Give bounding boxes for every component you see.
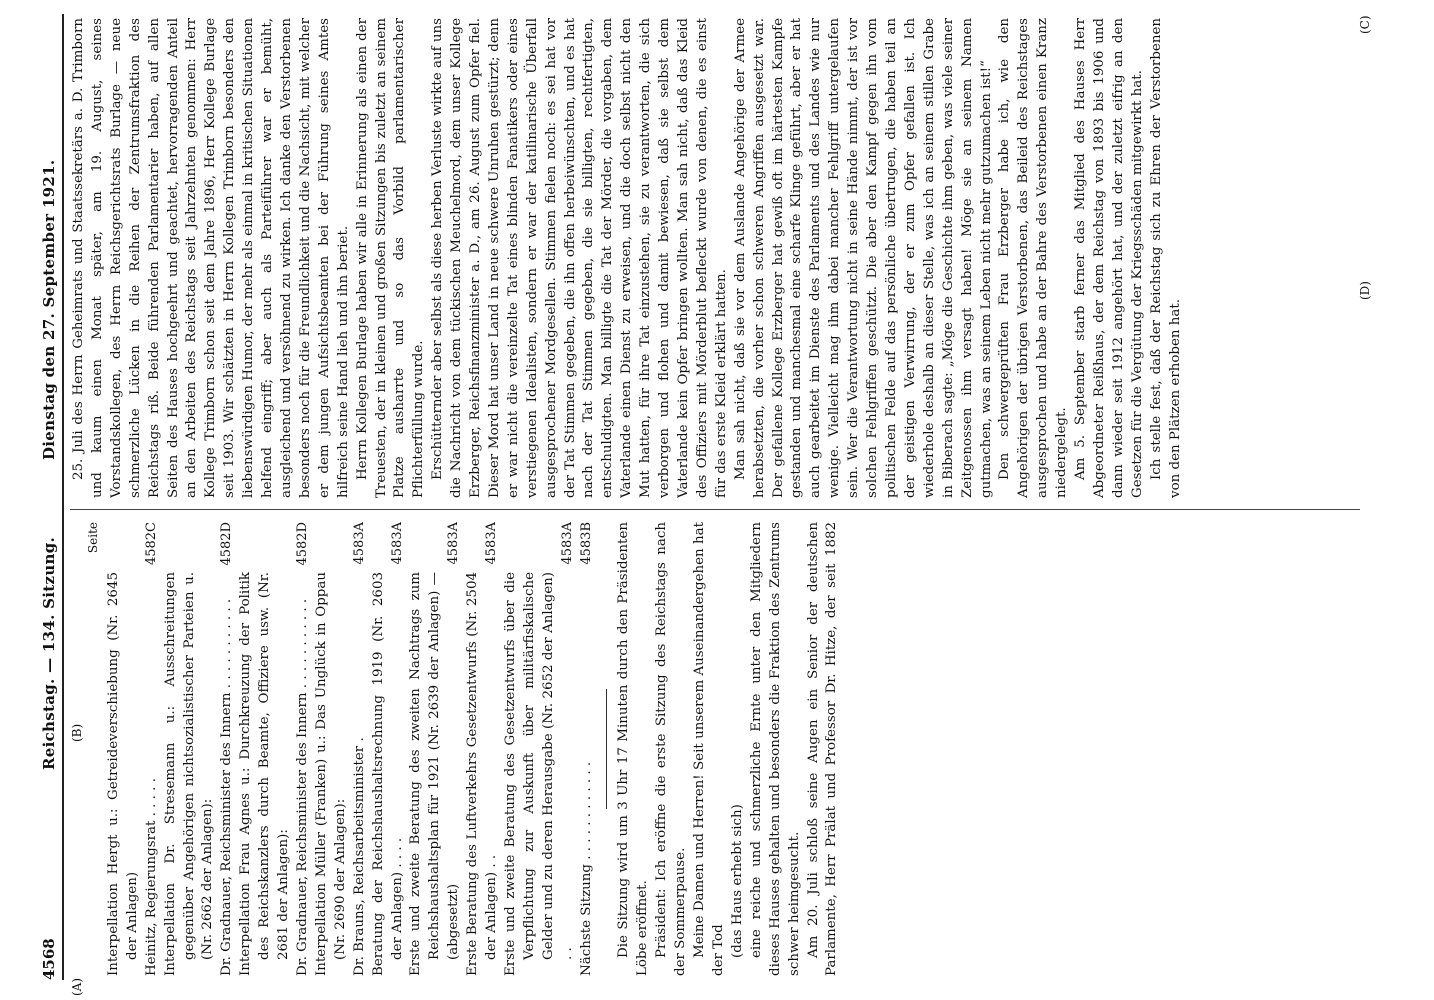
column-divider [70,509,1360,510]
toc-entry-text: Erste Beratung des Luftverkehrs Gesetzentwurfs (Nr. 2504 der Anlagen) . . [465,572,500,976]
toc-entry [407,522,464,976]
toc-entry [218,522,237,976]
paragraph: Den schwergeprüften Frau Erzberger habe ich, wie den Angehörigen der übrigen Verstorbenen, das Beileid des Reichstages ausgesprochen und habe an der Bahre des Verstorbenen einen Kranz niedergelegt. [997,18,1070,498]
toc-entry [370,522,408,976]
toc-entry [105,522,143,976]
paragraph: eine reiche und schmerzliche Ernte unter den Mitgliedern dieses Hauses gehalten und besonders die Fraktion des Zentrums schwer heimgesucht. [748,522,802,976]
paragraph: Präsident: Ich eröffne die erste Sitzung des Reichstags nach der Sommerpause. [654,522,689,976]
toc-entry [351,522,370,976]
toc-entry-text: Dr. Brauns, Reichsarbeitsminister . [351,737,367,976]
paragraph: (das Haus erhebt sich) [729,804,745,958]
table-of-contents [105,522,597,976]
toc-entry-text: Interpellation Müller (Franken) u.: Das Unglück in Oppau (Nr. 2690 der Anlagen): [313,572,348,976]
paragraph: Man sah nicht, daß sie vor dem Auslande Angehörige der Armee herabsetzten, die vorher schon schweren Angriffen ausgesetzt war. Der gefallene Kollege Erzberger hat gewiß oft im härtesten Kampfe gestanden und manchesmal eine scharfe Klinge geführt, aber er hat auch gearbeitet im Dienste des Parlaments und des Landes wie nur wenige. Vielleicht mag ihm dabei mancher Fehlgriff untergelaufen sein. Wer die Verantwortung nicht in seine Hände nimmt, der ist vor solchen Fehlgriffen geschützt. Die aber den Kampf gegen ihn vom politischen Felde auf das persönliche übertrugen, die haben teil an der geistigen Verwirrung, der er zum Opfer gefallen ist. Ich wiederhole deshalb an dieser Stelle, was ich an seinem stillen Grabe in Biberach sagte: „Möge die Geschichte ihm geben, was viele seiner Zeitgenossen ihm versagt haben! Möge sie an seinem Namen gutmachen, was an seinem Leben nicht mehr gutzumachen ist!“ [732,18,994,498]
toc-entry-page: 4582D [219,522,235,566]
page-number: 4568 [40,938,58,980]
paragraph: Ich stelle fest, daß der Reichstag sich zu Ehren der Verstorbenen von den Plätzen erhoben hat. [1148,18,1183,498]
toc-entry-text: Dr. Gradnauer, Reichsminister des Innern . . . . . . . . . . . [294,598,310,976]
toc-entry-page: 4582C [143,522,159,566]
toc-entry [294,522,313,976]
toc-entry [237,522,294,976]
toc-entry-text: Beratung der Reichshaushaltsrechnung 1919 (Nr. 2603 der Anlagen) . . . . [370,572,405,976]
toc-entry-page: 4583A [559,522,575,565]
header-title: Reichstag. — 134. Sitzung. [40,536,58,770]
right-column-text [70,18,1185,498]
toc-entry [162,522,219,976]
toc-entry [578,522,597,976]
toc-entry-text: Dr. Gradnauer, Reichsminister des Innern . . . . . . . . . . . [219,598,235,976]
toc-column-header: Seite [86,522,100,554]
section-separator [606,689,607,809]
toc-entry-page: 4583A [446,522,462,565]
toc-entry-text: Erste und zweite Beratung des Gesetzentwurfs über die Verpflichtung zur Auskunft über militärfiskalische Gelder und zu deren Herausgabe (Nr. 2652 der Anlagen) . . [502,572,575,976]
toc-entry-text: Interpellation Hergt u.: Getreideverschiebung (Nr. 2645 der Anlagen) [105,572,140,976]
toc-entry-text: Interpellation Frau Agnes u.: Durchkreuzung der Politik des Reichskanzlers durch Beamte, Offiziere usw. (Nr. 2681 der Anlagen): [238,572,292,976]
toc-entry-page: 4583A [351,522,367,565]
left-column [84,522,844,976]
toc-entry-page: 4583A [484,522,500,565]
toc-entry [464,522,502,976]
paragraph: Die Sitzung wird um 3 Uhr 17 Minuten durch den Präsidenten Löbe eröffnet. [616,522,651,976]
paragraph: Am 5. September starb ferner das Mitglied des Hauses Herr Abgeordneter Reißhaus, der dem Reichstag von 1893 bis 1906 und dann wieder seit 1912 angehört hat, und der zuletzt eifrig an den Gesetzen für die Vergütung der Kriegsschäden mitgewirkt hat. [1073,18,1145,498]
header-date: Dienstag den 27. September 1921. [40,159,58,460]
right-column [70,18,1370,498]
paragraph: Erschütternder aber selbst als diese herben Verluste wirkte auf uns die Nachricht von dem tückischen Meuchelmord, dem unser Kollege Erzberger, Reichsfinanzminister a. D., am 26. August zum Opfer fiel. Dieser Mord hat unser Land in neue schwere Unruhen gestürzt; denn er war nicht die vereinzelte Tat eines blinden Fanatikers oder eines verstiegenen Idealisten, sondern er war der katilinarische Überfall ausgesprochener Mordgesellen. Stimmen fielen noch: es sei hat vor der Tat Stimmen gegeben, die ihn offen herbeiwünschten, und es hat nach der Tat Stimmen gegeben, die sie billigten, rechtfertigten, entschuldigten. Man billigte die Tat der Mörder, die vorgaben, dem Vaterlande einen Dienst zu erweisen, und die doch selbst nicht den Mut hatten, für ihre Tat einzustehen, sie zu verantworten, die sich verborgen und flohen und damit bewiesen, daß sie selbst dem Vaterlande kein Opfer bringen wollten. Man sah nicht, daß das Kleid des Offiziers mit Mörderblut befleckt wurde von denen, die es einst für das erste Kleid erklärt hatten. [430,18,729,498]
paragraph: Meine Damen und Herren! Seit unserem Auseinandergehen hat der Tod [692,522,726,976]
digitization-note [1410,8,1432,992]
left-column-text [615,522,844,976]
paragraph: Herrn Kollegen Burlage haben wir alle in Erinnerung als einen der Treuesten, der in kleinen und großen Sitzungen bis zuletzt an seinem Platze ausharrte und so das Vorbild parlamentarischer Pflichterfüllung wurde. [354,18,427,498]
paragraph: Am 20. Juli schloß seine Augen ein Senior der deutschen Parlamente, Herr Prälat und Professor Dr. Hitze, der seit 1882 [805,522,840,976]
toc-entry-text: Heinitz, Regierungsrat . . . . . [143,778,159,976]
paragraph: 25. Juli des Herrn Geheimrats und Staatssekretärs a. D. Trimborn und kaum einen Monat später, am 19. August, seines Vorstandskollegen, des Herrn Reichsgerichtsrats Burlage — neue schmerzliche Lücken in die Reihen der Zentrumsfraktion des Reichstags riß. Beide führenden Parlamentarier haben, auf allen Seiten des Hauses hochgeehrt und geachtet, hervorragenden Anteil an den Arbeiten des Reichstags seit Jahrzehnten genommen: Herr Kollege Trimborn schon seit dem Jahre 1896, Herr Kollege Burlage seit 1903. Wir schätzten in Herrn Kollegen Trimborn besonders den liebenswürdigen Humor, der mehr als einmal in kritischen Situationen helfend eingriff; aber auch als Parteiführer war er bemüht, ausgleichend und versöhnend zu wirken. Ich danke den Verstorbenen besonders noch für die Freundlichkeit und die Nachsicht, mit welcher er dem jungen Aufsichtsbeamten bei der Führung seines Amtes hilfreich seine Hand lieh und ihn beriet. [71,18,351,498]
margin-mark-d: (D) [1358,281,1372,300]
page-header [40,14,64,980]
toc-entry [313,522,351,976]
toc-entry-page: 4583A [389,522,405,565]
toc-entry-page: 4582D [294,522,310,566]
margin-mark-a: (A) [70,977,84,996]
toc-entry [502,522,578,976]
toc-entry-page: 4583B [578,522,594,565]
margin-mark-b: (B) [70,723,84,742]
toc-entry-text: Nächste Sitzung . . . . . . . . . . . . [578,761,594,976]
toc-entry-text: Erste und zweite Beratung des zweiten Nachtrags zum Reichshaushaltsplan für 1921 (Nr. 2639 der Anlagen) — (abgesetzt) [408,572,462,976]
toc-entry-text: Interpellation Dr. Stresemann u.: Ausschreitungen gegenüber Angehörigen nichtsozialistischer Parteien u. (Nr. 2662 der Anlagen): [162,572,216,976]
margin-mark-c: (C) [1358,15,1372,34]
toc-entry [143,522,162,976]
